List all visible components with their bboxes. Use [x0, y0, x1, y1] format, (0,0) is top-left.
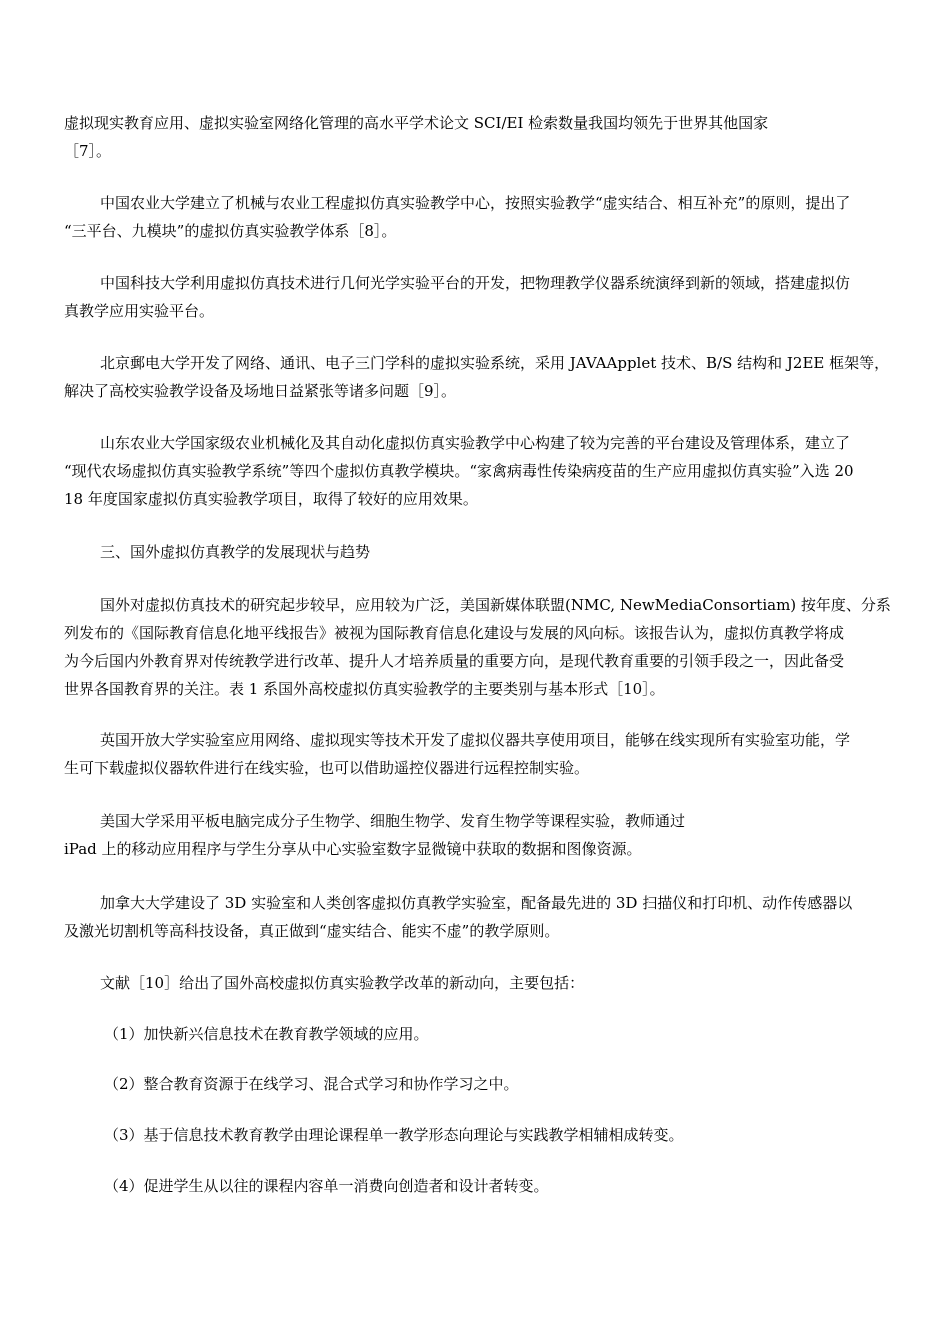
text-line: 解决了高校实验教学设备及场地日益紧张等诸多问题［9］。: [64, 382, 457, 400]
text-line: 18 年度国家虚拟仿真实验教学项目，取得了较好的应用效果。: [64, 490, 478, 508]
paragraph-cau: [64, 189, 948, 245]
text-line: 英国开放大学实验室应用网络、虚拟现实等技术开发了虚拟仪器共享使用项目，能够在线实现所有实验室功能，学: [100, 731, 851, 749]
text-line: “三平台、九模块”的虚拟仿真实验教学体系［8］。: [64, 222, 397, 240]
section-heading-text: 三、国外虚拟仿真教学的发展现状与趋势: [100, 543, 371, 561]
text-line: 及激光切割机等高科技设备，真正做到“虚实结合、能实不虚”的教学原则。: [64, 922, 560, 940]
text-line: 为今后国内外教育界对传统教学进行改革、提升人才培养质量的重要方向，是现代教育重要的引领手段之一，因此备受: [64, 652, 845, 670]
text-line: 国外对虚拟仿真技术的研究起步较早，应用较为广泛，美国新媒体联盟(NMC, NewMediaConsortiam) 按年度、分系: [100, 596, 891, 614]
list-item-4: [64, 1172, 948, 1200]
text-line: 中国科技大学利用虚拟仿真技术进行几何光学实验平台的开发，把物理教学仪器系统演绎到新的领域，搭建虚拟仿: [100, 274, 851, 292]
list-item-3: [64, 1121, 948, 1149]
list-item-1: [64, 1020, 948, 1048]
text-line: 真教学应用实验平台。: [64, 302, 215, 320]
paragraph-domestic-research-summary: [64, 109, 948, 165]
list-item-2: [64, 1070, 948, 1098]
paragraph-us-university: [64, 807, 948, 863]
paragraph-reform-intro: [64, 969, 948, 997]
text-line: 北京郵电大学开发了网络、通讯、电子三门学科的虚拟实验系统，采用 JAVAApplet 技术、B/S 结构和 J2EE 框架等，: [100, 354, 890, 372]
paragraph-open-university: [64, 726, 948, 782]
paragraph-ustc: [64, 269, 948, 325]
text-line: 文献［10］给出了国外高校虚拟仿真实验教学改革的新动向，主要包括：: [100, 974, 585, 992]
text-line: 生可下载虚拟仪器软件进行在线实验，也可以借助遥控仪器进行远程控制实验。: [64, 759, 590, 777]
text-line: 世界各国教育界的关注。表 1 系国外高校虚拟仿真实验教学的主要类别与基本形式［10］。: [64, 680, 665, 698]
text-line: 列发布的《国际教育信息化地平线报告》被视为国际教育信息化建设与发展的风向标。该报告认为，虚拟仿真教学将成: [64, 624, 845, 642]
text-line: 中国农业大学建立了机械与农业工程虚拟仿真实验教学中心，按照实验教学“虚实结合、相互补充”的原则，提出了: [100, 194, 851, 212]
list-item-text: （2）整合教育资源于在线学习、混合式学习和协作学习之中。: [104, 1075, 519, 1093]
text-line: “现代农场虚拟仿真实验教学系统”等四个虚拟仿真教学模块。“家禽病毒性传染病疫苗的生产应用虚拟仿真实验”入选 20: [64, 462, 854, 480]
text-line: 山东农业大学国家级农业机械化及其自动化虚拟仿真实验教学中心构建了较为完善的平台建设及管理体系，建立了: [100, 434, 851, 452]
section-heading-foreign-trends: [64, 538, 948, 566]
text-line: 加拿大大学建设了 3D 实验室和人类创客虚拟仿真教学实验室，配备最先进的 3D 扫描仪和打印机、动作传感器以: [100, 894, 853, 912]
paragraph-canada-university: [64, 889, 948, 945]
paragraph-sdau: [64, 429, 948, 513]
list-item-text: （4）促进学生从以往的课程内容单一消费向创造者和设计者转变。: [104, 1177, 549, 1195]
text-line: 虚拟现实教育应用、虚拟实验室网络化管理的高水平学术论文 SCI/EI 检索数量我国均领先于世界其他国家: [64, 114, 769, 132]
paragraph-bupt: [64, 349, 948, 405]
list-item-text: （1）加快新兴信息技术在教育教学领域的应用。: [104, 1025, 429, 1043]
text-line: 美国大学采用平板电脑完成分子生物学、细胞生物学、发育生物学等课程实验，教师通过: [100, 812, 686, 830]
list-item-text: （3）基于信息技术教育教学由理论课程单一教学形态向理论与实践教学相辅相成转变。: [104, 1126, 684, 1144]
text-line: ［7］。: [64, 142, 112, 160]
text-line: iPad 上的移动应用程序与学生分享从中心实验室数字显微镜中获取的数据和图像资源。: [64, 840, 642, 858]
paragraph-foreign-overview: [64, 591, 948, 703]
